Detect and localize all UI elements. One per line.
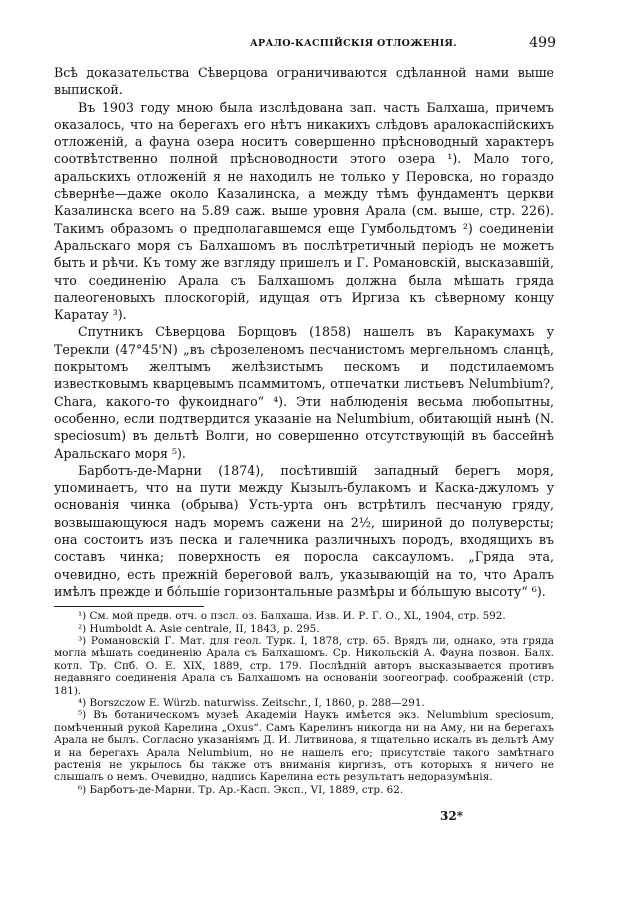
footnote: ⁶) Барботъ-де-Марни. Тр. Ар.-Касп. Эксп., VI, 1889, стр. 62. [78,783,404,796]
main-text [54,64,554,600]
footnote: ³) Романовскій Г. Мат. для геол. Турк. I, 1878, стр. 65. Врядъ ли, однако, эта гряда могла мѣшать соединенію Арала съ Балхашомъ. Ср. Никольскій А. Фауна позвон. Балх. котл. Тр. Спб. О. Е. XIX, 1889, стр. 179. Послѣдній авторъ высказывается противъ недавняго соединенія Арала съ Балхашомъ на основаніи зоогеограф. соображеній (стр. 181). [54,635,554,697]
paragraph: Спутникъ Сѣверцова Борщовъ (1858) нашелъ въ Каракумахъ у Терекли (47°45'N) „въ сѣрозеленомъ песчанистомъ мергельномъ сланцѣ, покрытомъ желтымъ желѣзистымъ пескомъ и подстилаемомъ известковымъ кварцевымъ псаммитомъ, отпечатки листьевъ Nelumbium?, Chara, какого-то фукоиднаго“ ⁴). Эти наблюденія весьма любопытны, особенно, если подтвердится указаніе на Nelumbium, обитающій нынѣ (N. speciosum) въ дельтѣ Волги, но совершенно отсутствующій въ бассейнѣ Аральскаго моря ⁵). [54,324,554,461]
paragraph: Въ 1903 году мною была изслѣдована зап. часть Балхаша, причемъ оказалось, что на берегахъ его нѣтъ никакихъ слѣдовъ аралокаспійскихъ отложеній, а фауна озера носитъ совершенно прѣсноводный характеръ соотвѣтственно полной прѣсноводности этого озера ¹). Мало того, аральскихъ отложеній я не находилъ не только у Перовска, но гораздо сѣвернѣе—даже около Казалинска, а между тѣмъ фундаментъ церкви Казалинска всего на 5.89 саж. выше уровня Арала (см. выше, стр. 226). Такимъ образомъ о предполагавшемся еще Гумбольдтомъ ²) соединеніи Аральскаго моря съ Балхашомъ въ послѣтретичный періодъ не можетъ быть и рѣчи. Къ тому же взгляду пришелъ и Г. Романовскій, высказавшій, что соединенію Арала съ Балхашомъ должна была мѣшать гряда палеогеновыхъ плоскогорій, идущая отъ Иргиза къ сѣверному концу Каратау ³). [54,99,554,323]
page-header [54,30,554,52]
footnote: ⁵) Въ ботаническомъ музеѣ Академіи Наукъ имѣется экз. Nelumbium speciosum, помѣченный рукой Карелина „Oxus“. Самъ Карелинъ никогда ни на Аму, ни на берегахъ Арала не былъ. Согласно указаніямъ Д. И. Литвинова, я тщательно искалъ въ дельтѣ Аму и на берегахъ Арала Nelumbium, но не нашелъ его; присутствіе такого замѣтнаго растенія не укрылось бы также отъ вниманія киргизъ, отъ которыхъ я ничего не слышалъ о немъ. Очевидно, надпись Карелина есть результатъ недоразумѣнія. [54,709,554,784]
footnote: ⁴) Borszczow E. Würzb. naturwiss. Zeitschr., I, 1860, p. 288—291. [78,697,425,710]
book-page [54,30,554,796]
signature-mark: 32* [440,809,463,823]
footnote-divider [54,606,204,607]
running-title: АРАЛО-КАСПІЙСКІЯ ОТЛОЖЕНІЯ. [250,38,457,49]
footnotes [54,610,554,796]
paragraph: Всѣ доказательства Сѣверцова ограничиваются сдѣланной нами выше выпиской. [54,65,554,98]
footnote: ¹) См. мой предв. отч. о пзсл. оз. Балхаша. Изв. И. Р. Г. О., XL, 1904, стр. 592. [78,610,506,623]
footnote: ²) Humboldt A. Asie centrale, II, 1843, p. 295. [78,622,320,635]
page-number: 499 [529,35,556,51]
paragraph: Барботъ-де-Марни (1874), посѣтившій западный берегъ моря, упоминаетъ, что на пути между Кызылъ-булакомъ и Каска-джуломъ у основанія чинка (обрыва) Усть-урта онъ встрѣтилъ песчаную гряду, возвышающуюся надъ моремъ сажени на 2½, шириной до полуверсты; она состоитъ изъ песка и галечника различныхъ породъ, входящихъ въ составъ чинка; поверхность ея поросла саксауломъ. „Гряда эта, очевидно, есть прежній береговой валъ, указывающій на то, что Аралъ имѣлъ прежде и бо́льшіе горизонтальные размѣры и бо́льшую высоту“ ⁶). [54,462,554,599]
